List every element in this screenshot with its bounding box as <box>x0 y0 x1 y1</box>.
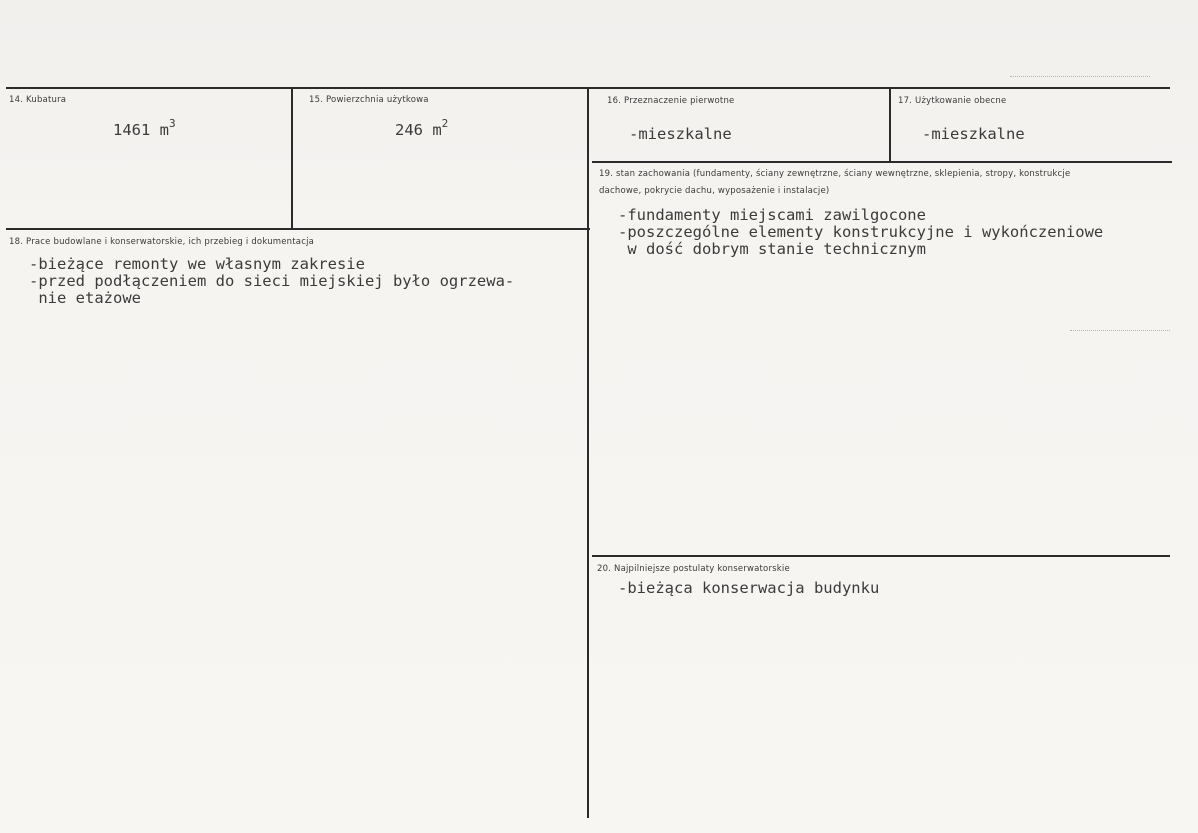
dotted-guide <box>1010 76 1150 77</box>
field-15-number: 246 m <box>395 121 442 140</box>
field-18-line: -przed podłączeniem do sieci miejskiej było ogrzewa- <box>29 272 515 290</box>
field-16-label: 16. Przeznaczenie pierwotne <box>607 96 735 106</box>
field-15-value <box>395 117 448 139</box>
field-19-line: -fundamenty miejscami zawilgocone <box>618 206 926 224</box>
field-19-line: -poszczególne elementy konstrukcyjne i wykończeniowe <box>618 223 1104 241</box>
field-14-number: 1461 m <box>113 121 169 140</box>
divider-16-17 <box>889 88 891 162</box>
rule-above-20 <box>592 555 1170 557</box>
center-divider <box>587 88 589 818</box>
rule-below-16-17 <box>592 161 1172 163</box>
field-17-value: -mieszkalne <box>922 125 1025 143</box>
field-19-line: w dość dobrym stanie technicznym <box>618 240 926 258</box>
field-14-label: 14. Kubatura <box>9 95 67 105</box>
divider-14-15 <box>291 88 293 229</box>
field-15-label: 15. Powierzchnia użytkowa <box>309 95 429 105</box>
dotted-guide <box>1070 330 1170 331</box>
field-20-line: -bieżąca konserwacja budynku <box>618 579 880 597</box>
field-18-line: nie etażowe <box>29 289 141 307</box>
rule-below-14-15 <box>6 228 590 230</box>
field-17-label: 17. Użytkowanie obecne <box>898 96 1007 106</box>
field-20-label: 20. Najpilniejsze postulaty konserwatorskie <box>597 564 790 574</box>
field-18-label: 18. Prace budowlane i konserwatorskie, ich przebieg i dokumentacja <box>9 237 315 247</box>
field-18-line: -bieżące remonty we własnym zakresie <box>29 255 365 273</box>
field-19-label: 19. stan zachowania (fundamenty, ściany zewnętrzne, ściany wewnętrzne, sklepienia, stropy, konstrukcje dachowe, pokrycie dachu, wyposażenie i instalacje) <box>599 169 1071 196</box>
field-16-value: -mieszkalne <box>629 125 732 143</box>
field-14-unit-exponent: 3 <box>169 117 176 130</box>
field-14-value <box>113 117 176 139</box>
field-15-unit-exponent: 2 <box>441 117 449 130</box>
